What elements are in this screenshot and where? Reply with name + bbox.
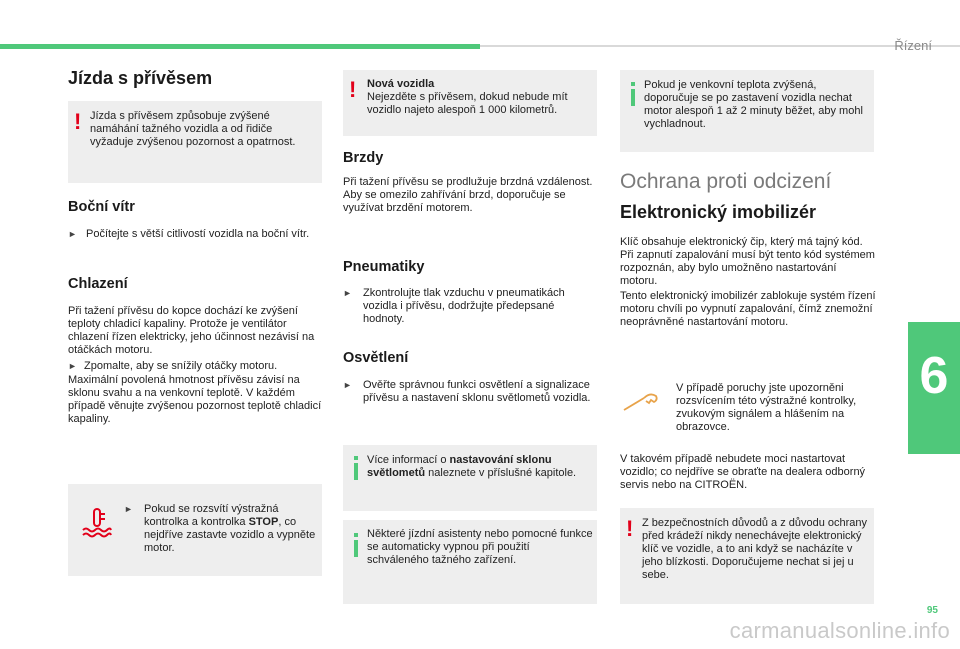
- tyres-bullet-text: Zkontrolujte tlak vzduchu v pneumatikách vozidla i přívěsu, dodržujte předepsané hodnoty.: [363, 287, 565, 325]
- dealer-text: V takovém případě nebudete moci nastartovat vozidlo; co nejdříve se obraťte na dealera odborný servis nebo na CITROËN.: [620, 453, 866, 491]
- info-icon-dot: [631, 82, 635, 86]
- header-rule: [480, 45, 960, 47]
- page-title: Jízda s přívěsem: [68, 68, 213, 88]
- warning-icon: !: [74, 109, 82, 134]
- section-label: Řízení: [894, 38, 932, 53]
- coolant-warning-box: [68, 484, 322, 576]
- coolant-note-pre: Pokud se rozsvítí výstražná kontrolka a kontrolka: [144, 503, 279, 528]
- immobiliser-text-1: Klíč obsahuje elektronický čip, který má tajný kód. Při zapnutí zapalování musí být tento kód systémem rozpoznán, aby bylo umožněno nastartování motoru.: [620, 236, 875, 287]
- warning-icon: !: [626, 516, 634, 541]
- warning-text: Jízda s přívěsem způsobuje zvýšené namáhání tažného vozidla a od řidiče vyžaduje zvýšenou pozornost a opatrnost.: [90, 110, 296, 148]
- cooling-bullet: [68, 360, 324, 373]
- bullet-icon: ►: [343, 288, 352, 298]
- info-box-headlamp: [343, 445, 597, 511]
- info-icon: [631, 89, 635, 106]
- bullet-icon: ►: [68, 361, 77, 371]
- coolant-note-stop: STOP: [248, 516, 279, 528]
- heading-cooling: Chlazení: [68, 276, 128, 292]
- cooling-bullet-text: Zpomalte, aby se snížily otáčky motoru.: [84, 360, 278, 372]
- heading-immobiliser: Elektronický imobilizér: [620, 202, 817, 222]
- heading-tyres: Pneumatiky: [343, 259, 425, 275]
- theft-title: Ochrana proti odcizení: [620, 170, 832, 193]
- info-icon: [354, 540, 358, 557]
- heading-brakes: Brzdy: [343, 150, 384, 166]
- bullet-icon: ►: [124, 504, 133, 514]
- chapter-number: 6: [919, 347, 949, 405]
- info-icon: [354, 463, 358, 480]
- heading-lighting: Osvětlení: [343, 350, 409, 366]
- warning-box-key: [620, 508, 874, 604]
- cooling-text-2: Maximální povolená hmotnost přívěsu závisí na sklonu svahu a na venkovní teplotě. V každém případě věnujte zvýšenou pozornost teplotě chladicí kapaliny.: [68, 374, 322, 425]
- warning-box-new-vehicles: [343, 70, 597, 136]
- bullet-icon: ►: [343, 380, 352, 390]
- info-icon-dot: [354, 456, 358, 460]
- new-vehicle-text: Nejezděte s přívěsem, dokud nebude mít vozidlo najeto alespoň 1 000 kilometrů.: [367, 91, 568, 116]
- page-number: 95: [926, 605, 938, 616]
- brakes-text: Při tažení přívěsu se prodlužuje brzdná vzdálenost. Aby se omezilo zahřívání brzd, doporučuje se využívat brzdění motorem.: [343, 176, 593, 214]
- info-box-assistants: [343, 520, 597, 604]
- info-headlamp-pre: Více informací o: [367, 454, 450, 466]
- info-box-temperature: [620, 70, 874, 152]
- key-warning-icon: [622, 390, 662, 414]
- coolant-note: [124, 503, 318, 555]
- new-vehicle-note: [367, 78, 593, 117]
- key-warning-text: Z bezpečnostních důvodů a z důvodu ochrany před krádeží nikdy nenechávejte elektronický klíč ve vozidle, a to ani když se nacházíte v jeho blízkosti. Doporučujeme nechat si jej u sebe.: [642, 517, 868, 581]
- fault-text: V případě poruchy jste upozorněni rozsvícením této výstražné kontrolky, zvukovým signálem a hlášením na obrazovce.: [676, 382, 857, 433]
- cooling-text: Při tažení přívěsu do kopce dochází ke zvýšení teploty chladicí kapaliny. Protože je ventilátor chlazení řízen elektricky, jeho účinnost nezávisí na otáčkách motoru.: [68, 305, 315, 356]
- coolant-note-post: , co nejdříve zastavte vozidlo a vypněte motor.: [144, 516, 316, 554]
- info-assistants-text: Některé jízdní asistenty nebo pomocné funkce se automaticky vypnou při použití schváleného tažného zařízení.: [367, 528, 593, 566]
- crosswind-bullet-text: Počítejte s větší citlivostí vozidla na boční vítr.: [86, 228, 310, 240]
- bullet-icon: ►: [68, 229, 77, 239]
- info-headlamp-post: naleznete v příslušné kapitole.: [425, 467, 577, 479]
- info-headlamp-bold: nastavování sklonu světlometů: [367, 454, 552, 479]
- info-temperature-text: Pokud je venkovní teplota zvýšená, doporučuje se po zastavení vozidla nechat motor alespoň 1 až 2 minuty běžet, aby mohl vychladnout.: [644, 79, 863, 130]
- watermark: carmanualsonline.info: [729, 618, 950, 643]
- tyres-bullet: [343, 287, 597, 326]
- warning-icon: !: [349, 77, 357, 102]
- crosswind-bullet: [68, 228, 318, 241]
- info-icon-dot: [354, 533, 358, 537]
- immobiliser-text-2: Tento elektronický imobilizér zablokuje systém řízení motoru chvíli po vypnutí zapalování, čímž znemožní neoprávněné nastartování motoru.: [620, 290, 876, 328]
- header-accent-bar: [0, 44, 480, 49]
- coolant-note-text: [144, 503, 318, 555]
- info-headlamp-text: [367, 454, 593, 480]
- lighting-bullet: [343, 379, 597, 405]
- lighting-bullet-text: Ověřte správnou funkci osvětlení a signalizace přívěsu a nastavení sklonu světlometů vozidla.: [363, 379, 591, 404]
- new-vehicle-title: Nová vozidla: [367, 78, 435, 90]
- warning-box-trailer: [68, 101, 322, 183]
- coolant-temperature-icon: [80, 506, 114, 540]
- heading-crosswind: Boční vítr: [68, 199, 135, 215]
